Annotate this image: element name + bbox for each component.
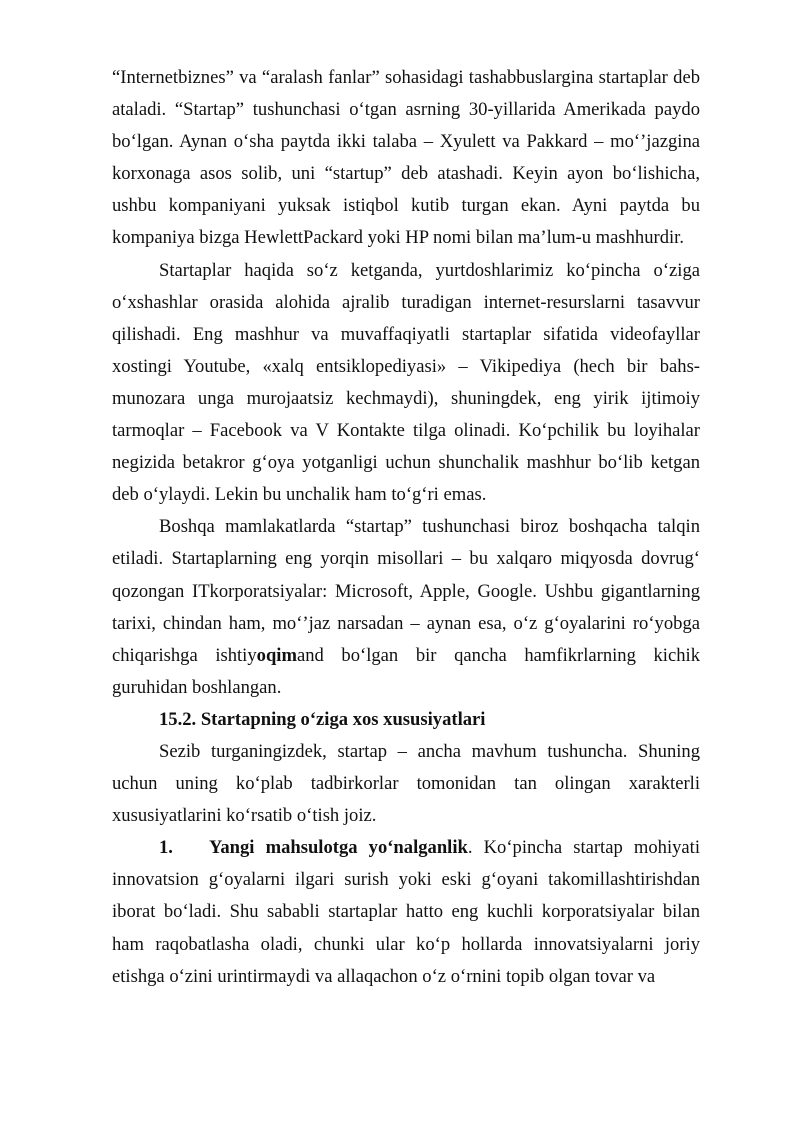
section-heading: 15.2. Startapning o‘ziga xos xususiyatlari — [159, 708, 486, 730]
paragraph-2: Startaplar haqida so‘z ketganda, yurtdoshlarimiz ko‘pincha o‘ziga o‘xshashlar orasida alohida ajralib turadigan internet-resurslarni tasavvur qilishadi. Eng mashhur va muvaffaqiyatli startaplar sifatida videofayllar xostingi Youtube, «xalq entsiklopediyasi» – Vikipediya (hech bir bahs-munozara unga murojaatsiz kechmaydi), shuningdek, eng yirik ijtimoiy tarmoqlar – Facebook va V Kontakte tilga olinadi. Ko‘pchilik bu loyihalar negizida betakror g‘oya yotganligi uchun shunchalik mashhur bo‘lib ketgan deb o‘ylaydi. Lekin bu unchalik ham to‘g‘ri emas. — [112, 259, 700, 506]
paragraph-3 — [112, 511, 700, 704]
paragraph-3-bold: oqim — [256, 644, 297, 666]
list-item-1 — [112, 832, 700, 992]
document-page — [112, 62, 700, 993]
paragraph-4: Sezib turganingizdek, startap – ancha mavhum tushuncha. Shuning uchun uning ko‘plab tadbirkorlar tomonidan tan olingan xarakterli xususiyatlarini ko‘rsatib o‘tish joiz. — [112, 740, 700, 827]
paragraph-3-text-b: and bo‘lgan bir qancha hamfikrlarning kichik guruhidan boshlangan. — [112, 644, 700, 698]
paragraph-3-text-a: Boshqa mamlakatlarda “startap” tushunchasi biroz boshqacha talqin etiladi. Startaplarning eng yorqin misollari – bu xalqaro miqyosda dovrug‘ qozongan ITkorporatsiyalar: Microsoft, Apple, Google. Ushbu gigantlarning tarixi, chindan ham, mo‘’jaz narsadan – aynan esa, o‘z g‘oyalarini ro‘yobga chiqarishga ishtiy — [112, 516, 700, 666]
list-item-number: 1. — [159, 837, 173, 859]
list-item-text: . Ko‘pincha startap mohiyati innovatsion g‘oyalarni ilgari surish yoki eski g‘oyani takomillashtirishdan iborat bo‘ladi. Shu sababli startaplar hatto eng kuchli korporatsiyalar bilan ham raqobatlasha oladi, chunki ular ko‘p hollarda innovatsiyalarni joriy etishga o‘zini urintirmaydi va allaqachon o‘z o‘rnini topib olgan tovar va — [112, 837, 700, 987]
list-item-title: Yangi mahsulotga yo‘nalganlik — [209, 837, 468, 859]
paragraph-1: “Internetbiznes” va “aralash fanlar” sohasidagi tashabbuslargina startaplar deb ataladi. “Startap” tushunchasi o‘tgan asrning 30-yillarida Amerikada paydo bo‘lgan. Aynan o‘sha paytda ikki talaba – Xyulett va Pakkard – mo‘’jazgina korxonaga asos solib, uni “startup” deb atashadi. Keyin ayon bo‘lishicha, ushbu kompaniyani yuksak istiqbol kutib turgan ekan. Ayni paytda bu kompaniya bizga HewlettPackard yoki HP nomi bilan ma’lum-u mashhurdir. — [112, 67, 700, 249]
